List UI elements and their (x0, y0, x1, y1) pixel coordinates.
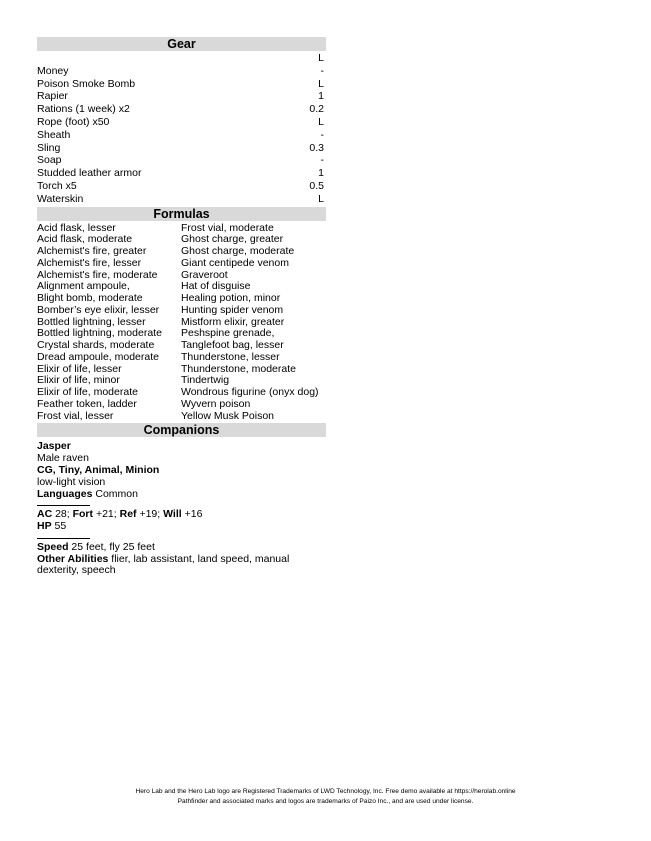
formula-item: Alchemist's fire, moderate (37, 268, 158, 281)
gear-item-weight: L (318, 115, 324, 128)
gear-item-name: Sling (37, 141, 61, 154)
formula-item: Tanglefoot bag, lesser (181, 339, 284, 352)
gear-item-weight: 0.2 (309, 103, 324, 116)
footer (0, 787, 651, 807)
gear-item-row (37, 180, 326, 193)
formula-item: Elixir of life, lesser (37, 362, 122, 375)
formula-item: Feather token, ladder (37, 397, 137, 410)
gear-item-weight: 1 (318, 167, 324, 180)
formula-item: Frost vial, moderate (181, 221, 274, 234)
formula-item: Tindertwig (181, 374, 230, 387)
formula-item: Elixir of life, minor (37, 374, 120, 387)
formula-item: Dread ampoule, moderate (37, 350, 159, 363)
companions-section-header: Companions (37, 423, 326, 437)
formula-item: Healing potion, minor (181, 292, 281, 305)
gear-item-name: Rations (1 week) x2 (37, 103, 130, 116)
ac-label: AC (37, 508, 53, 521)
abilities-label: Other Abilities (37, 552, 109, 565)
companion-hp (37, 521, 326, 533)
formula-item: Acid flask, moderate (37, 233, 133, 246)
stat-divider (37, 538, 90, 539)
gear-item-row (37, 90, 326, 103)
formula-item: Wyvern poison (181, 397, 251, 410)
will-value: +16 (181, 508, 203, 521)
gear-item-name: Money (37, 64, 69, 77)
ref-label: Ref (119, 508, 137, 521)
stat-divider (37, 505, 90, 506)
will-label: Will (163, 508, 182, 521)
gear-item-name: Poison Smoke Bomb (37, 77, 136, 90)
gear-item-weight: L (318, 77, 324, 90)
formula-item: Hat of disguise (181, 280, 251, 293)
speed-label: Speed (37, 540, 69, 553)
gear-item-name: Soap (37, 154, 62, 167)
formula-item: Bottled lightning, moderate (37, 327, 162, 340)
formula-item: Alignment ampoule, (37, 280, 130, 293)
gear-weight-column-header: L (318, 52, 324, 64)
gear-item-weight: - (320, 128, 324, 141)
formula-item: Acid flask, lesser (37, 221, 116, 234)
formula-item: Bomber’s eye elixir, lesser (37, 303, 160, 316)
formulas-section-header: Formulas (37, 207, 326, 221)
fort-label: Fort (72, 508, 94, 521)
formulas-right-column (181, 223, 326, 423)
companion-defenses (37, 509, 326, 521)
footer-license-line: Pathfinder and associated marks and logos are trademarks of Paizo Inc., and are used under license. (177, 798, 474, 805)
companion-abilities (37, 554, 312, 578)
gear-item-row (37, 65, 326, 78)
gear-item-name: Rope (foot) x50 (37, 115, 110, 128)
abilities-value: flier, lab assistant, land speed, manual dexterity, speech (37, 552, 290, 577)
gear-item-weight: 1 (318, 90, 324, 103)
gear-item-weight: L (318, 192, 324, 205)
gear-item-row (37, 142, 326, 155)
speed-value: 25 feet, fly 25 feet (68, 540, 155, 553)
gear-item-weight: 0.5 (309, 179, 324, 192)
gear-item-row (37, 129, 326, 142)
gear-column-header-row (37, 52, 326, 65)
hp-label: HP (37, 520, 52, 533)
gear-list (37, 65, 326, 206)
formula-item: Mistform elixir, greater (181, 315, 285, 328)
gear-item-name: Studded leather armor (37, 167, 142, 180)
gear-item-name: Waterskin (37, 192, 84, 205)
gear-section-header: Gear (37, 37, 326, 51)
fort-value: +21; (93, 508, 120, 521)
ref-value: +19; (136, 508, 164, 521)
formula-item: Yellow Musk Poison (181, 409, 274, 422)
hp-value: 55 (51, 520, 67, 533)
gear-item-row (37, 167, 326, 180)
formula-item: Giant centipede venom (181, 256, 289, 269)
formula-item: Blight bomb, moderate (37, 292, 143, 305)
gear-item-weight: - (320, 154, 324, 167)
languages-label: Languages (37, 487, 93, 500)
gear-item-row (37, 116, 326, 129)
gear-item-row (37, 193, 326, 206)
formula-item: Alchemist's fire, greater (37, 245, 147, 258)
gear-item-row (37, 154, 326, 167)
gear-item-weight: 0.3 (309, 141, 324, 154)
gear-item-row (37, 78, 326, 91)
formula-item: Bottled lightning, lesser (37, 315, 146, 328)
languages-value: Common (92, 487, 138, 500)
formula-item: Alchemist's fire, lesser (37, 256, 142, 269)
formula-item: Hunting spider venom (181, 303, 284, 316)
ac-value: 28; (52, 508, 73, 521)
companion-name: Jasper (37, 440, 71, 453)
formula-item: Thunderstone, lesser (181, 350, 280, 363)
companion-languages (37, 489, 326, 501)
formula-item: Ghost charge, greater (181, 233, 284, 246)
companion-block (37, 441, 326, 577)
formula-item: Peshspine grenade, (181, 327, 275, 340)
formula-item: Ghost charge, moderate (181, 245, 295, 258)
formula-item: Graveroot (181, 268, 228, 281)
companion-description: Male raven (37, 452, 89, 465)
gear-item-weight: - (320, 64, 324, 77)
formula-item: Elixir of life, moderate (37, 386, 138, 399)
companion-senses: low-light vision (37, 475, 106, 488)
footer-trademark-line: Hero Lab and the Hero Lab logo are Registered Trademarks of LWD Technology, Inc. Free demo available at https://herolab.online (135, 788, 516, 795)
formula-item: Wondrous figurine (onyx dog) (181, 386, 319, 399)
gear-item-name: Sheath (37, 128, 71, 141)
gear-item-name: Torch x5 (37, 179, 77, 192)
gear-item-row (37, 103, 326, 116)
character-sheet-column (37, 37, 326, 577)
gear-item-name: Rapier (37, 90, 68, 103)
formula-item: Crystal shards, moderate (37, 339, 155, 352)
companion-traits: CG, Tiny, Animal, Minion (37, 463, 160, 476)
formula-item: Thunderstone, moderate (181, 362, 296, 375)
formulas-list (37, 223, 326, 423)
formula-item: Frost vial, lesser (37, 409, 114, 422)
formulas-left-column (37, 223, 181, 423)
